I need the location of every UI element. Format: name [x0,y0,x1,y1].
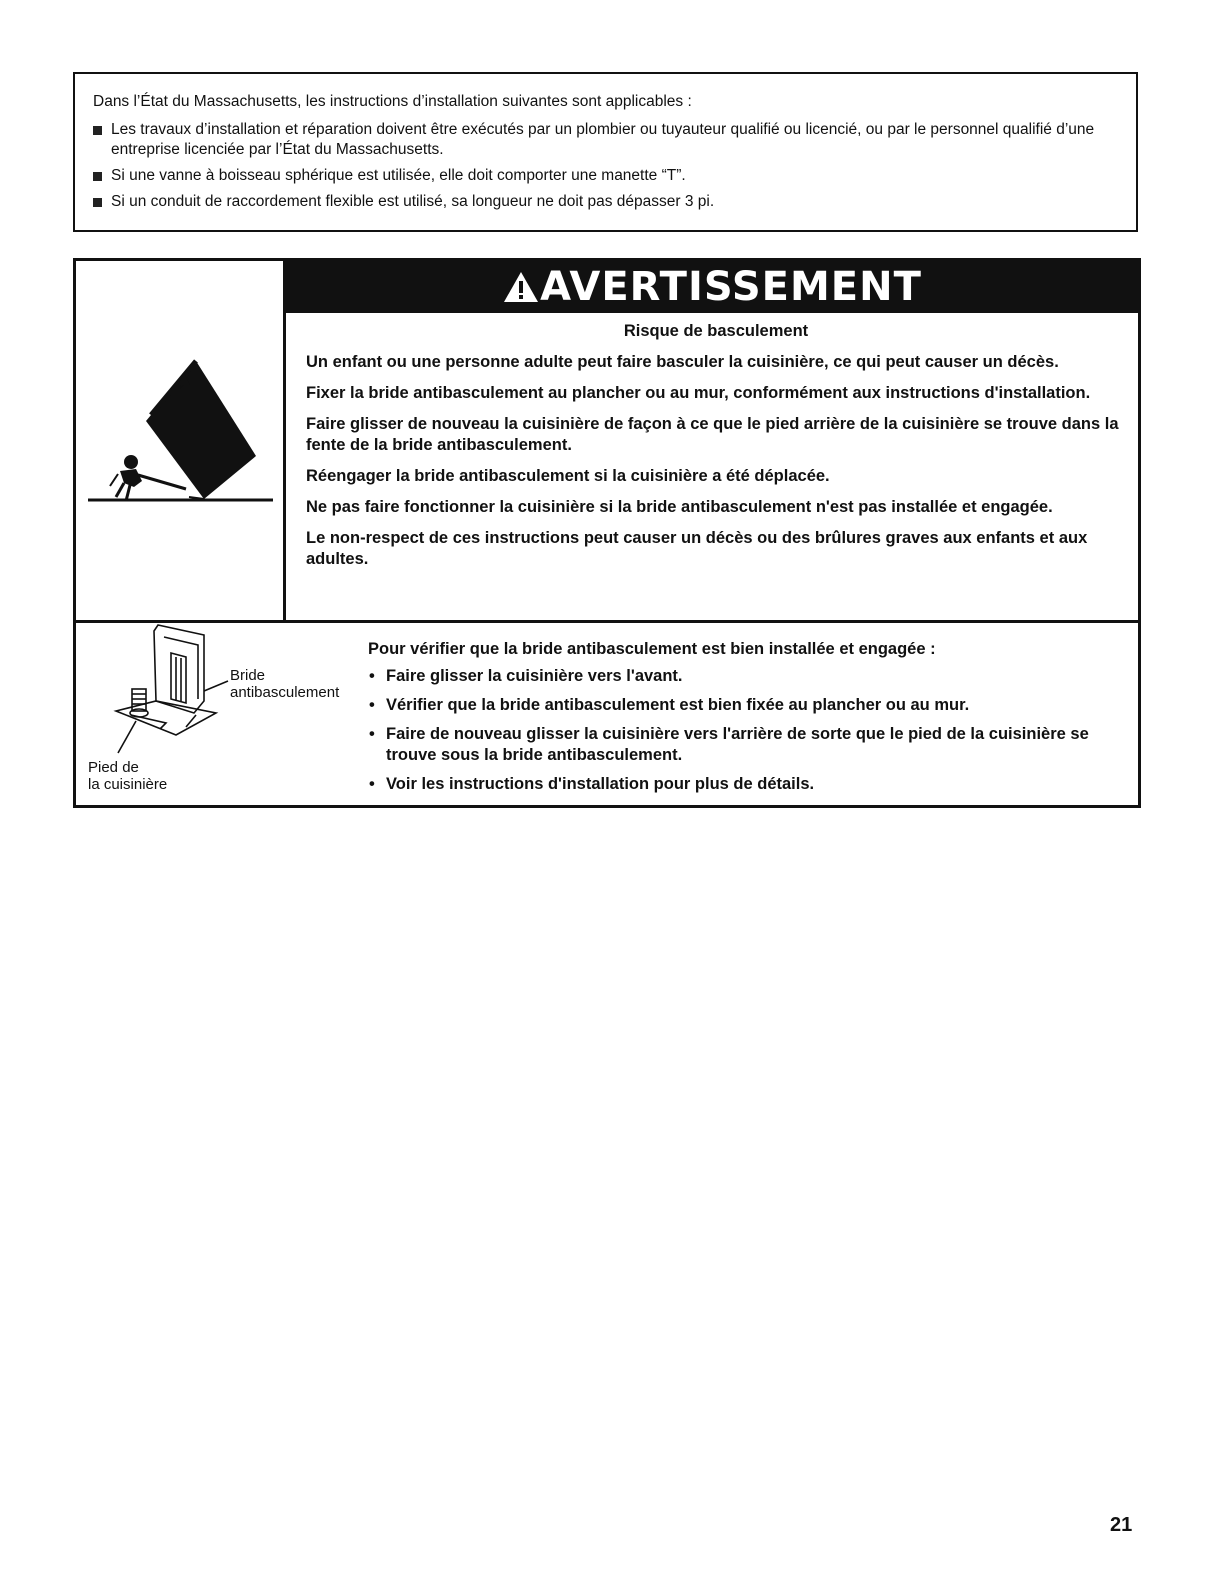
warning-paragraph: Ne pas faire fonctionner la cuisinière si la bride antibasculement n'est pas installée et engagée. [306,498,1053,516]
list-item: • Voir les instructions d'installation pour plus de détails. [369,775,815,793]
bracket-label: Bride antibasculement [230,667,340,701]
warning-body [306,319,1126,580]
list-item: Si une vanne à boisseau sphérique est utilisée, elle doit comporter une manette “T”. [93,166,1120,186]
list-item: • Faire de nouveau glisser la cuisinière vers l'arrière de sorte que le pied de la cuisinière se trouve sous la bride antibasculement. [369,725,1089,764]
list-item: Les travaux d’installation et réparation doivent être exécutés par un plombier ou tuyauteur qualifié ou licencié, ou par le personnel qualifié d’une entreprise licenciée par l’État du Massachusetts. [93,120,1120,160]
verification-intro: Pour vérifier que la bride antibasculement est bien installée et engagée : [368,640,936,658]
warning-paragraph: Fixer la bride antibasculement au plancher ou au mur, conformément aux instructions d'installation. [306,384,1091,402]
massachusetts-list [93,120,1120,212]
warning-triangle-icon [502,270,540,304]
square-bullet-icon [93,172,102,181]
anti-tip-bracket-figure [76,623,366,811]
foot-label: Pied de la cuisinière [88,759,168,793]
warning-paragraph: Un enfant ou une personne adulte peut faire basculer la cuisinière, ce qui peut causer un décès. [306,353,1059,371]
square-bullet-icon [93,126,102,135]
tip-over-illustration [76,261,283,617]
tip-over-illustration-panel [76,261,286,620]
warning-subtitle: Risque de basculement [623,322,809,340]
massachusetts-intro: Dans l’État du Massachusetts, les instructions d’installation suivantes sont applicables : [93,93,692,110]
list-item: Si un conduit de raccordement flexible est utilisé, sa longueur ne doit pas dépasser 3 pi. [93,192,1120,212]
warning-paragraph: Faire glisser de nouveau la cuisinière de façon à ce que le pied arrière de la cuisinière se trouve dans la fente de la bride antibasculement. [306,415,1119,454]
page-number: 21 [1110,1514,1133,1536]
massachusetts-notice-box [73,72,1138,232]
tip-over-warning-box [73,258,1141,808]
warning-paragraph: Le non-respect de ces instructions peut causer un décès ou des brûlures graves aux enfants et aux adultes. [306,529,1088,568]
warning-paragraph: Réengager la bride antibasculement si la cuisinière a été déplacée. [306,467,830,485]
warning-header [286,261,1138,313]
square-bullet-icon [93,198,102,207]
verification-section [368,639,1128,803]
list-item: • Faire glisser la cuisinière vers l'avant. [369,667,683,685]
warning-title: AVERTISSEMENT [540,264,922,310]
verification-list [368,666,1128,795]
list-item: • Vérifier que la bride antibasculement est bien fixée au plancher ou au mur. [369,696,970,714]
